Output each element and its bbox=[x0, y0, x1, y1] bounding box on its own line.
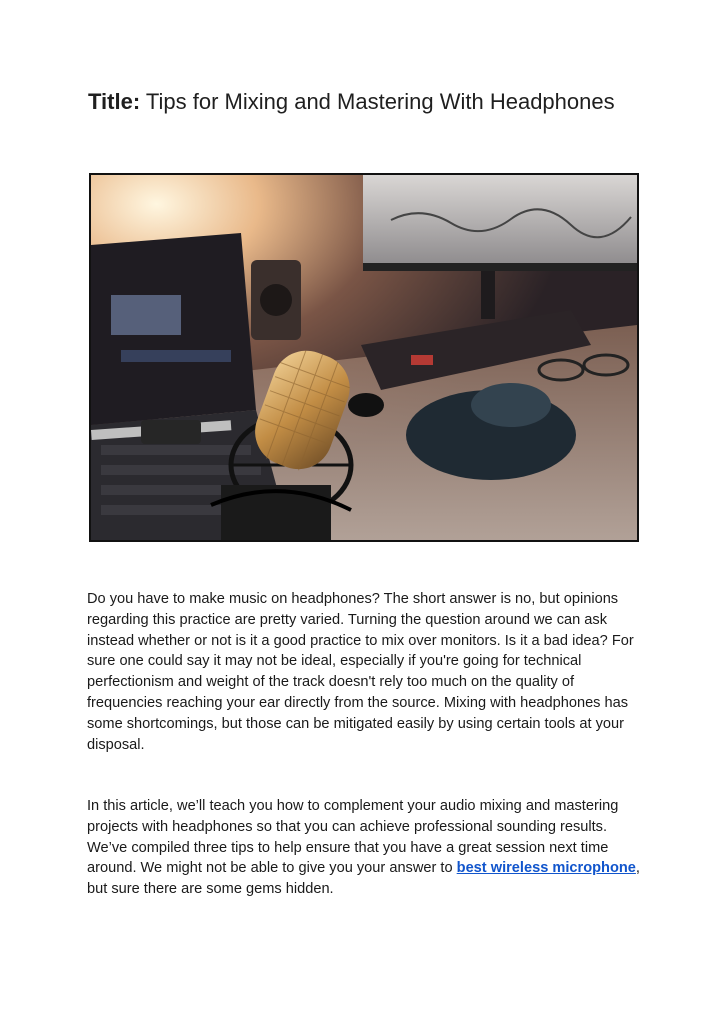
intro-paragraph: Do you have to make music on headphones? The short answer is no, but opinions regarding this practice are pretty varied. Turning the question around we can ask instead whether or not is it a good practice to mix over monitors. Is it a bad idea? For sure one could say it may not be ideal, especially if you're going for technical perfectionism and weight of the track doesn't rely too much on the quality of frequencies reaching your ear directly from the source. Mixing with headphones has some shortcomings, but those can be mitigated easily by using certain tools at your disposal. bbox=[87, 591, 634, 753]
hero-image bbox=[89, 173, 639, 542]
paragraph-text-after-link: , but sure there are some gems hidden. bbox=[87, 860, 640, 898]
page-title bbox=[88, 86, 648, 117]
best-wireless-microphone-link[interactable]: best wireless microphone bbox=[456, 860, 636, 877]
studio-microphone-photo-icon bbox=[91, 175, 637, 540]
title-text: Tips for Mixing and Mastering With Headphones bbox=[145, 89, 615, 114]
title-label: Title: bbox=[88, 89, 141, 114]
paragraph-text-before-link: In this article, we’ll teach you how to complement your audio mixing and mastering projects with headphones so that you can achieve professional sounding results. We’ve compiled three tips to help ensure that you have a great session next time around. We might not be able to give you your answer to bbox=[87, 798, 619, 877]
article-paragraph bbox=[87, 796, 647, 900]
